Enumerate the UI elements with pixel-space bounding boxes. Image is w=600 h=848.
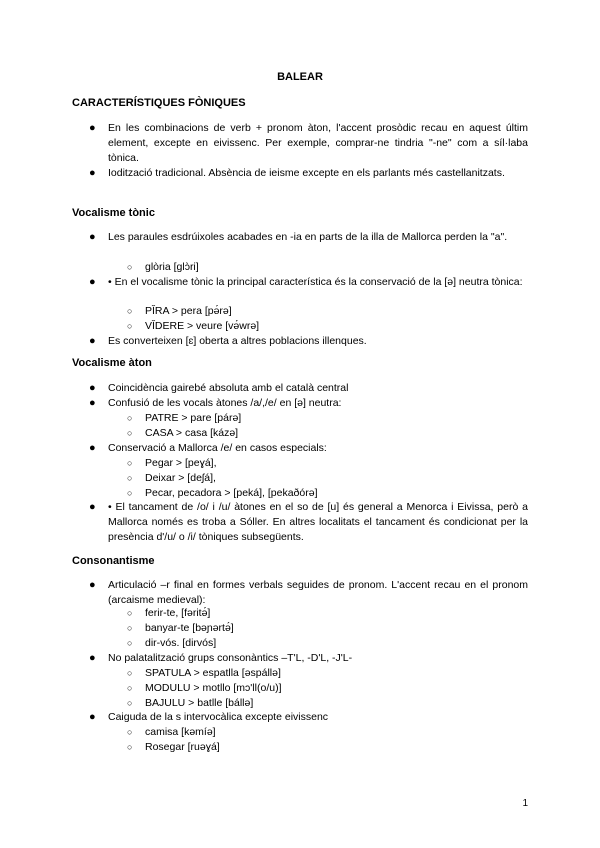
sub-list-item: PĬRA > pera [pə́rə]: [145, 305, 232, 317]
bullet-icon: ●: [89, 231, 96, 243]
list-item: Coincidència gairebé absoluta amb el català central: [108, 382, 349, 394]
bullet-icon: ●: [89, 122, 96, 134]
bullet-icon: ●: [89, 711, 96, 723]
list-item: Conservació a Mallorca /e/ en casos especials:: [108, 442, 327, 454]
page-title: BALEAR: [277, 71, 323, 83]
section-heading-tonic: Vocalisme tònic: [72, 207, 155, 219]
sub-bullet-icon: ○: [127, 488, 133, 498]
sub-bullet-icon: ○: [127, 473, 133, 483]
sub-bullet-icon: ○: [127, 727, 133, 737]
bullet-icon: ●: [89, 382, 96, 394]
sub-list-item: Pegar > [peɣá],: [145, 457, 217, 469]
sub-bullet-icon: ○: [127, 742, 133, 752]
sub-list-item: VĬDERE > veure [və́wrə]: [145, 320, 260, 332]
sub-bullet-icon: ○: [127, 306, 133, 316]
sub-bullet-icon: ○: [127, 623, 133, 633]
sub-list-item: Pecar, pecadora > [peká], [pekaðórə]: [145, 487, 318, 499]
sub-bullet-icon: ○: [127, 413, 133, 423]
list-item: Es converteixen [ɛ] oberta a altres poblacions illenques.: [108, 335, 367, 347]
list-item: Les paraules esdrúixoles acabades en -ia en parts de la illa de Mallorca perden la "a".: [108, 231, 508, 243]
sub-bullet-icon: ○: [127, 698, 133, 708]
list-item: Caiguda de la s intervocàlica excepte eivissenc: [108, 711, 329, 723]
sub-list-item: ferir-te, [fəritə́]: [145, 607, 211, 619]
sub-bullet-icon: ○: [127, 668, 133, 678]
list-item: Articulació –r final en formes verbals seguides de pronom. L'accent recau en el pronom (arcaisme medieval):: [108, 579, 528, 606]
sub-list-item: camisa [kəmíə]: [145, 726, 216, 738]
sub-list-item: dir-vós. [dirvós]: [145, 637, 217, 649]
section-heading-consonantisme: Consonantisme: [72, 555, 155, 567]
sub-list-item: Rosegar [ruəɣá]: [145, 741, 220, 753]
bullet-icon: ●: [89, 501, 96, 513]
list-item: En les combinacions de verb + pronom àton, l'accent prosòdic recau en aquest últim element, excepte en eivissenc. Per exemple, comprar-ne tindria "-ne" com a síl·laba tònica.: [108, 122, 528, 164]
sub-bullet-icon: ○: [127, 638, 133, 648]
bullet-icon: ●: [89, 335, 96, 347]
sub-bullet-icon: ○: [127, 608, 133, 618]
section-heading-aton: Vocalisme àton: [72, 357, 152, 369]
sub-list-item: Deixar > [deʃá],: [145, 472, 216, 484]
bullet-icon: ●: [89, 276, 96, 288]
list-item: • En el vocalisme tònic la principal característica és la conservació de la [ə] neutra tònica:: [108, 276, 523, 288]
sub-bullet-icon: ○: [127, 428, 133, 438]
sub-list-item: MODULU > motllo [mɔ'll(o/u)]: [145, 682, 282, 694]
sub-list-item: BAJULU > batlle [bállə]: [145, 697, 254, 709]
bullet-icon: ●: [89, 397, 96, 409]
sub-list-item: CASA > casa [kázə]: [145, 427, 239, 439]
sub-list-item: banyar-te [bəɲərtə́]: [145, 622, 234, 634]
bullet-icon: ●: [89, 167, 96, 179]
list-item: Confusió de les vocals àtones /a/,/e/ en [ə] neutra:: [108, 397, 342, 409]
section-heading-fonetica: CARACTERÍSTIQUES FÒNIQUES: [72, 97, 246, 109]
sub-list-item: PATRE > pare [párə]: [145, 412, 242, 424]
sub-bullet-icon: ○: [127, 262, 133, 272]
list-item: No palatalització grups consonàntics –T'L, -D'L, -J'L-: [108, 652, 353, 664]
sub-bullet-icon: ○: [127, 683, 133, 693]
bullet-icon: ●: [89, 652, 96, 664]
list-item: • El tancament de /o/ i /u/ àtones en el so de [u] és general a Menorca i Eivissa, però a Mallorca només es troba a Sóller. En altres localitats el tancament és condicionat per la presència d'/u/ o /i/ tòniques subsegüents.: [108, 501, 528, 543]
page-number: 1: [522, 798, 528, 809]
sub-list-item: SPATULA > espatlla [əspállə]: [145, 667, 281, 679]
list-item: Iodització tradicional. Absència de ieisme excepte en els parlants més castellanitzats.: [108, 167, 505, 179]
sub-list-item: glòria [glɔ̀ri]: [145, 261, 199, 273]
bullet-icon: ●: [89, 442, 96, 454]
sub-bullet-icon: ○: [127, 321, 133, 331]
bullet-icon: ●: [89, 579, 96, 591]
sub-bullet-icon: ○: [127, 458, 133, 468]
